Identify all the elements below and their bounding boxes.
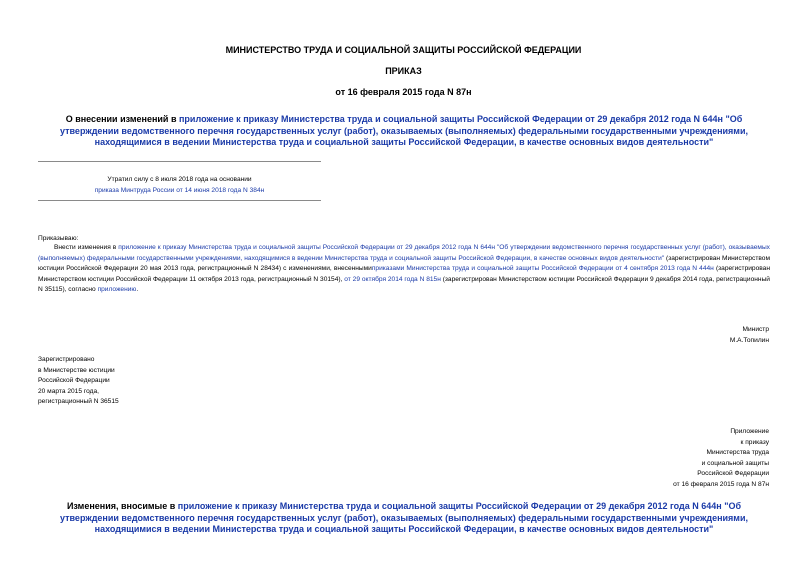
registration-line-2: в Министерстве юстиции <box>38 366 115 374</box>
body-text-1: Внести изменения в <box>54 244 119 251</box>
document-title-link[interactable]: приложение к приказу Министерства труда и социальной защиты Российской Федерации от 29 декабря 2012 года N 644н "Об утверждении ведомственного перечня государственных услуг (работ), оказываемых (выполняемых) федеральными государственными учреждениями, находящимися в ведении Министерства труда и социальной защиты Российской Федерации, в качестве основных видов деятельности" <box>60 114 748 147</box>
divider-bottom <box>38 200 321 201</box>
order-date: от 16 февраля 2015 года N 87н <box>335 87 472 97</box>
registration-block <box>38 355 119 408</box>
order-label: Приказываю: <box>38 235 79 242</box>
appendix-reference <box>673 427 769 490</box>
appendix-line-5: Российской Федерации <box>697 470 769 477</box>
changes-title-prefix: Изменения, вносимые в <box>66 501 178 511</box>
ministry-heading: МИНИСТЕРСТВО ТРУДА И СОЦИАЛЬНОЙ ЗАЩИТЫ РОССИЙСКОЙ ФЕДЕРАЦИИ <box>225 45 582 55</box>
document-title <box>38 114 770 149</box>
appendix-line-6: от 16 февраля 2015 года N 87н <box>673 480 769 488</box>
void-note-text: Утратил силу с 8 июля 2018 года на основании <box>107 176 252 183</box>
changes-title-link[interactable]: приложение к приказу Министерства труда и социальной защиты Российской Федерации от 29 декабря 2012 года N 644н "Об утверждении ведомственного перечня государственных услуг (работ), оказываемых (выполняемых) федеральными государственными учреждениями, находящимися в ведении Министерства труда и социальной защиты Российской Федерации, в качестве основных видов деятельности" <box>60 501 748 534</box>
order-heading: ПРИКАЗ <box>385 66 422 76</box>
appendix-line-1: Приложение <box>730 428 769 435</box>
body-link-appendix-644n[interactable]: приложение к приказу Министерства труда и социальной защиты Российской Федерации от 29 декабря 2012 года N 644н "Об утверждении ведомственного перечня государственных услуг (работ), оказываемых (выполняемых) федеральными государственными учреждениями, находящимися в ведении Министерства труда и социальной защиты Российской Федерации, в качестве основных видов деятельности" <box>38 244 770 262</box>
divider-top <box>38 161 321 162</box>
signature-name: М.А.Топилин <box>729 336 769 344</box>
registration-line-3: Российской Федерации <box>38 377 110 384</box>
appendix-line-3: Министерства труда <box>706 449 769 456</box>
registration-line-5: регистрационный N 36515 <box>38 398 119 405</box>
body-text-3: (зарегистрирован Министерством юстиции Российской Федерации 11 октября 2013 года, регистрационный N 30154), <box>38 265 770 283</box>
body-text-4: (зарегистрирован Министерством юстиции Российской Федерации 9 декабря 2014 года, регистрационный N 35115), согласно <box>38 275 770 293</box>
body-link-order-815n[interactable]: от 29 октября 2014 года N 815н <box>344 275 441 283</box>
body-link-appendix[interactable]: приложению <box>97 286 137 293</box>
appendix-line-4: и социальной защиты <box>701 459 769 467</box>
order-body <box>38 243 770 296</box>
body-text-5: . <box>136 286 139 293</box>
appendix-line-2: к приказу <box>740 438 769 446</box>
registration-line-1: Зарегистрировано <box>38 356 95 363</box>
changes-title <box>38 501 770 536</box>
void-note <box>38 174 321 196</box>
signature-block <box>730 325 769 346</box>
body-link-order-444n[interactable]: приказами Министерства труда и социальной защиты Российской Федерации от 4 сентября 2013 года N 444н <box>371 265 714 272</box>
document-title-prefix: О внесении изменений в <box>65 114 179 124</box>
registration-line-4: 20 марта 2015 года, <box>38 387 99 395</box>
void-note-link[interactable]: приказа Минтруда России от 14 июня 2018 года N 384н <box>94 187 265 194</box>
body-text-2: (зарегистрирован Министерством юстиции Российской Федерации 20 мая 2013 года, регистрационный N 28434) с изменениями, внесенными <box>38 254 770 272</box>
signature-position: Министр <box>742 326 769 333</box>
